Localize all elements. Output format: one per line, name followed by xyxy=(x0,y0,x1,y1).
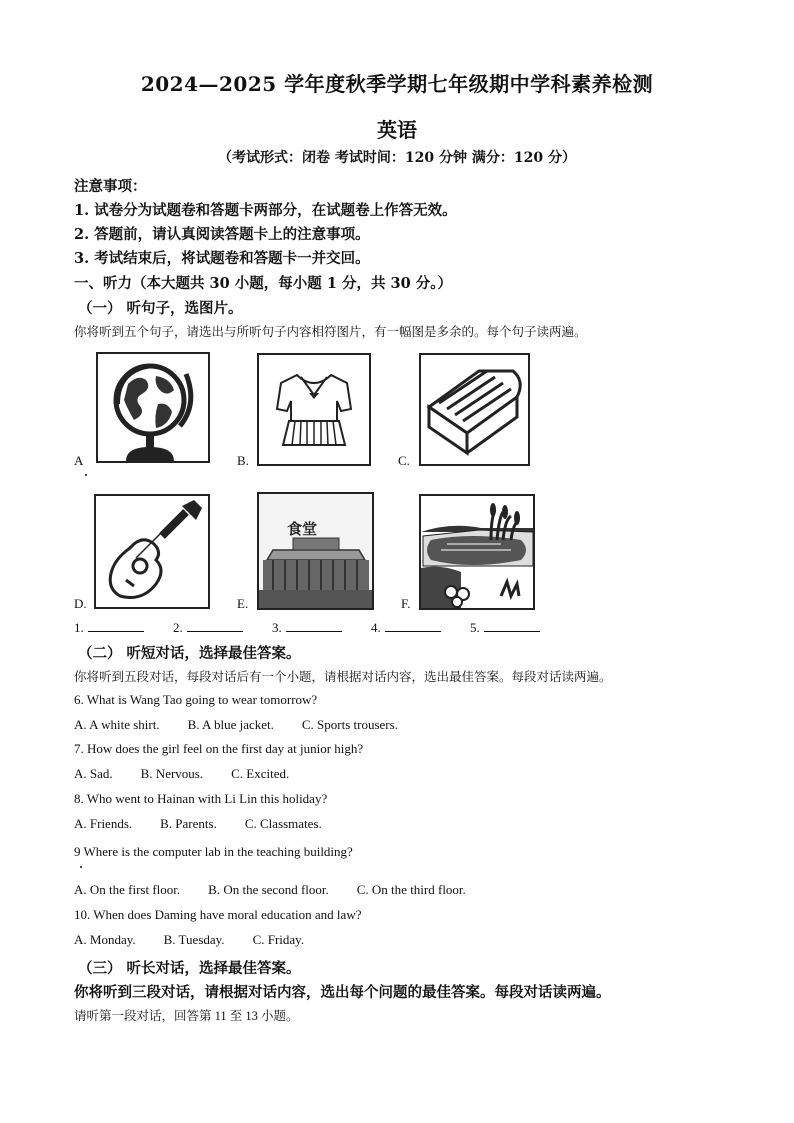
pencil-case-icon xyxy=(421,355,528,464)
question-7-options xyxy=(74,766,317,782)
part3-sub-instruction: 请听第一段对话，回答第 11 至 13 小题。 xyxy=(74,1009,299,1023)
option-c[interactable]: C. Classmates. xyxy=(244,816,322,831)
option-a[interactable]: A. Friends. xyxy=(74,816,133,831)
option-b[interactable]: B. Tuesday. xyxy=(163,932,225,947)
dining-hall-sign: 食堂 xyxy=(287,520,318,538)
exam-title: 2024—2025 学年度秋季学期七年级期中学科素养检测 xyxy=(140,72,654,96)
part3-heading: （三） 听长对话，选择最佳答案。 xyxy=(78,960,301,977)
notes-heading: 注意事项： xyxy=(74,178,147,195)
picture-d[interactable] xyxy=(94,494,210,609)
picture-e-label: E. xyxy=(237,596,249,611)
pond-icon xyxy=(421,496,533,608)
answer-blank-4[interactable] xyxy=(385,619,441,632)
question-6-options xyxy=(74,717,426,733)
question-9-options xyxy=(74,882,494,898)
option-a[interactable]: A. On the first floor. xyxy=(74,882,181,897)
part2-instruction: 你将听到五段对话，每段对话后有一个小题，请根据对话内容，选出最佳答案。每段对话读两遍。 xyxy=(74,670,612,684)
picture-a[interactable] xyxy=(96,352,210,463)
question-8: 8. Who went to Hainan with Li Lin this holiday? xyxy=(74,791,328,806)
subject-title: 英语 xyxy=(377,118,417,142)
part3-instruction: 你将听到三段对话，请根据对话内容，选出每个问题的最佳答案。每段对话读两遍。 xyxy=(74,984,611,1001)
option-a[interactable]: A. Sad. xyxy=(74,766,113,781)
question-6: 6. What is Wang Tao going to wear tomorrow? xyxy=(74,692,318,707)
stray-dot xyxy=(80,866,82,868)
option-a[interactable]: A. A white shirt. xyxy=(74,717,160,732)
part1-heading: （一） 听句子，选图片。 xyxy=(78,300,243,317)
notes-item-1: 1. 试卷分为试题卷和答题卡两部分，在试题卷上作答无效。 xyxy=(74,202,457,219)
picture-f[interactable] xyxy=(419,494,535,610)
dining-hall-icon xyxy=(259,494,372,608)
option-b[interactable]: B. A blue jacket. xyxy=(187,717,274,732)
question-8-options xyxy=(74,816,350,832)
exam-info: （考试形式：闭卷 考试时间：120 分钟 满分：120 分） xyxy=(218,150,576,166)
option-b[interactable]: B. Nervous. xyxy=(140,766,204,781)
picture-a-label: A xyxy=(74,453,84,468)
option-a[interactable]: A. Monday. xyxy=(74,932,136,947)
option-c[interactable]: C. Sports trousers. xyxy=(301,717,398,732)
blank-item: 4. xyxy=(371,620,441,635)
blank-item: 5. xyxy=(470,620,540,635)
question-10: 10. When does Daming have moral education and law? xyxy=(74,907,362,922)
notes-item-2: 2. 答题前，请认真阅读答题卡上的注意事项。 xyxy=(74,226,370,243)
part2-heading: （二） 听短对话，选择最佳答案。 xyxy=(78,645,301,662)
picture-b-label: B. xyxy=(237,453,249,468)
question-7: 7. How does the girl feel on the first day at junior high? xyxy=(74,741,364,756)
answer-blank-5[interactable] xyxy=(484,619,540,632)
globe-icon xyxy=(98,354,208,461)
question-9: 9 Where is the computer lab in the teaching building? xyxy=(74,844,353,859)
stray-dot xyxy=(85,474,87,476)
answer-blanks xyxy=(74,619,566,636)
notes-item-3: 3. 考试结束后，将试题卷和答题卡一并交回。 xyxy=(74,250,370,267)
option-b[interactable]: B. Parents. xyxy=(160,816,217,831)
answer-blank-2[interactable] xyxy=(187,619,243,632)
picture-b[interactable] xyxy=(257,353,371,466)
option-c[interactable]: C. Friday. xyxy=(252,932,305,947)
answer-blank-1[interactable] xyxy=(88,619,144,632)
blank-item: 3. xyxy=(272,620,342,635)
blank-item: 2. xyxy=(173,620,243,635)
option-b[interactable]: B. On the second floor. xyxy=(208,882,329,897)
school-uniform-icon xyxy=(259,355,369,464)
part1-instruction: 你将听到五个句子，请选出与所听句子内容相符图片，有一幅图是多余的。每个句子读两遍。 xyxy=(74,325,587,339)
blank-item: 1. xyxy=(74,620,144,635)
picture-c[interactable] xyxy=(419,353,530,466)
picture-f-label: F. xyxy=(401,596,411,611)
picture-e[interactable] xyxy=(257,492,374,610)
option-c[interactable]: C. On the third floor. xyxy=(356,882,466,897)
answer-blank-3[interactable] xyxy=(286,619,342,632)
question-10-options xyxy=(74,932,332,948)
option-c[interactable]: C. Excited. xyxy=(231,766,290,781)
guitar-icon xyxy=(96,496,208,607)
section1-heading: 一、听力（本大题共 30 小题，每小题 1 分，共 30 分。） xyxy=(74,275,452,292)
picture-c-label: C. xyxy=(398,453,410,468)
picture-d-label: D. xyxy=(74,596,87,611)
